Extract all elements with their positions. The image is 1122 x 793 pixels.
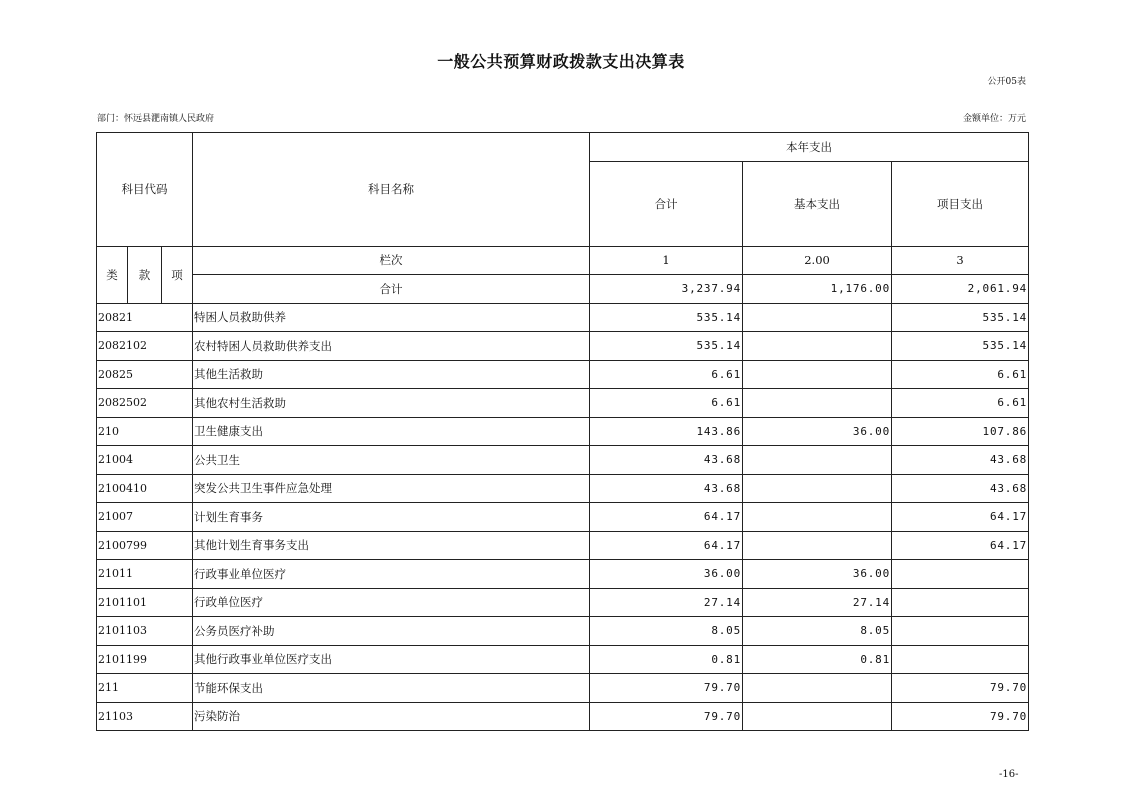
basic-cell [743,503,892,532]
page-number: -16- [999,769,1019,780]
basic-cell [743,389,892,418]
basic-header: 基本支出 [743,161,892,246]
total-cell: 143.86 [590,417,743,446]
current-year-header: 本年支出 [590,133,1029,162]
project-cell [892,588,1029,617]
subject-name-cell: 公务员医疗补助 [193,617,590,646]
basic-cell [743,446,892,475]
project-cell [892,560,1029,589]
basic-cell [743,474,892,503]
subject-code-cell: 2101103 [97,617,193,646]
subject-name-cell: 污染防治 [193,702,590,731]
summary-project: 2,061.94 [892,275,1029,304]
basic-cell [743,332,892,361]
total-header: 合计 [590,161,743,246]
table-row [97,588,1029,617]
summary-total: 3,237.94 [590,275,743,304]
total-cell: 535.14 [590,303,743,332]
summary-label: 合计 [193,275,590,304]
subject-name-cell: 其他生活救助 [193,360,590,389]
table-number: 公开05表 [987,77,1026,87]
subject-name-header: 科目名称 [193,133,590,247]
table-row [97,474,1029,503]
subject-code-cell: 210 [97,417,193,446]
basic-cell [743,303,892,332]
column-no-label: 栏次 [193,246,590,275]
expenditure-table [96,132,1029,731]
total-cell: 535.14 [590,332,743,361]
basic-cell: 36.00 [743,417,892,446]
basic-cell [743,674,892,703]
total-cell: 79.70 [590,674,743,703]
total-cell: 43.68 [590,446,743,475]
project-cell: 79.70 [892,674,1029,703]
kuan-header: 款 [128,246,162,303]
summary-row [97,275,1029,304]
table-row [97,360,1029,389]
subject-name-cell: 卫生健康支出 [193,417,590,446]
basic-cell [743,531,892,560]
report-title: 一般公共预算财政拨款支出决算表 [437,52,685,71]
subject-code-cell: 21103 [97,702,193,731]
project-cell: 43.68 [892,474,1029,503]
total-cell: 8.05 [590,617,743,646]
total-cell: 36.00 [590,560,743,589]
subject-code-cell: 21004 [97,446,193,475]
table-row [97,702,1029,731]
table-row [97,389,1029,418]
project-cell [892,617,1029,646]
subject-code-header: 科目代码 [97,133,193,247]
amount-unit-label: 金额单位：万元 [962,114,1026,124]
basic-cell: 8.05 [743,617,892,646]
total-cell: 6.61 [590,360,743,389]
subject-name-cell: 特困人员救助供养 [193,303,590,332]
table-row [97,446,1029,475]
total-cell: 0.81 [590,645,743,674]
project-cell: 64.17 [892,531,1029,560]
subject-name-cell: 其他农村生活救助 [193,389,590,418]
subject-name-cell: 其他行政事业单位医疗支出 [193,645,590,674]
column-no-2: 2.00 [743,246,892,275]
subject-code-cell: 21007 [97,503,193,532]
project-cell: 79.70 [892,702,1029,731]
basic-cell: 27.14 [743,588,892,617]
total-cell: 64.17 [590,531,743,560]
department-label: 部门：怀远县淝南镇人民政府 [97,114,215,124]
subject-name-cell: 农村特困人员救助供养支出 [193,332,590,361]
project-cell: 64.17 [892,503,1029,532]
lei-header: 类 [97,246,128,303]
project-cell: 43.68 [892,446,1029,475]
table-row [97,560,1029,589]
subject-code-cell: 2101199 [97,645,193,674]
table-row [97,617,1029,646]
subject-name-cell: 公共卫生 [193,446,590,475]
project-cell [892,645,1029,674]
project-cell: 535.14 [892,303,1029,332]
subject-code-cell: 20825 [97,360,193,389]
summary-basic: 1,176.00 [743,275,892,304]
total-cell: 27.14 [590,588,743,617]
subject-name-cell: 计划生育事务 [193,503,590,532]
basic-cell: 0.81 [743,645,892,674]
total-cell: 64.17 [590,503,743,532]
column-no-1: 1 [590,246,743,275]
basic-cell: 36.00 [743,560,892,589]
table-row [97,531,1029,560]
subject-code-cell: 211 [97,674,193,703]
total-cell: 43.68 [590,474,743,503]
subject-code-cell: 20821 [97,303,193,332]
subject-name-cell: 行政单位医疗 [193,588,590,617]
project-cell: 6.61 [892,360,1029,389]
table-row [97,503,1029,532]
table-row [97,645,1029,674]
subject-code-cell: 2100410 [97,474,193,503]
xiang-header: 项 [162,246,193,303]
table-row [97,417,1029,446]
subject-code-cell: 2082102 [97,332,193,361]
subject-name-cell: 其他计划生育事务支出 [193,531,590,560]
total-cell: 6.61 [590,389,743,418]
basic-cell [743,360,892,389]
project-cell: 6.61 [892,389,1029,418]
project-cell: 107.86 [892,417,1029,446]
subject-name-cell: 突发公共卫生事件应急处理 [193,474,590,503]
column-number-row [97,246,1029,275]
subject-code-cell: 2100799 [97,531,193,560]
total-cell: 79.70 [590,702,743,731]
table-row [97,674,1029,703]
subject-code-cell: 2082502 [97,389,193,418]
column-no-3: 3 [892,246,1029,275]
table-row [97,303,1029,332]
subject-code-cell: 21011 [97,560,193,589]
project-cell: 535.14 [892,332,1029,361]
subject-name-cell: 节能环保支出 [193,674,590,703]
table-row [97,332,1029,361]
header-row-1 [97,133,1029,162]
subject-name-cell: 行政事业单位医疗 [193,560,590,589]
subject-code-cell: 2101101 [97,588,193,617]
project-header: 项目支出 [892,161,1029,246]
basic-cell [743,702,892,731]
